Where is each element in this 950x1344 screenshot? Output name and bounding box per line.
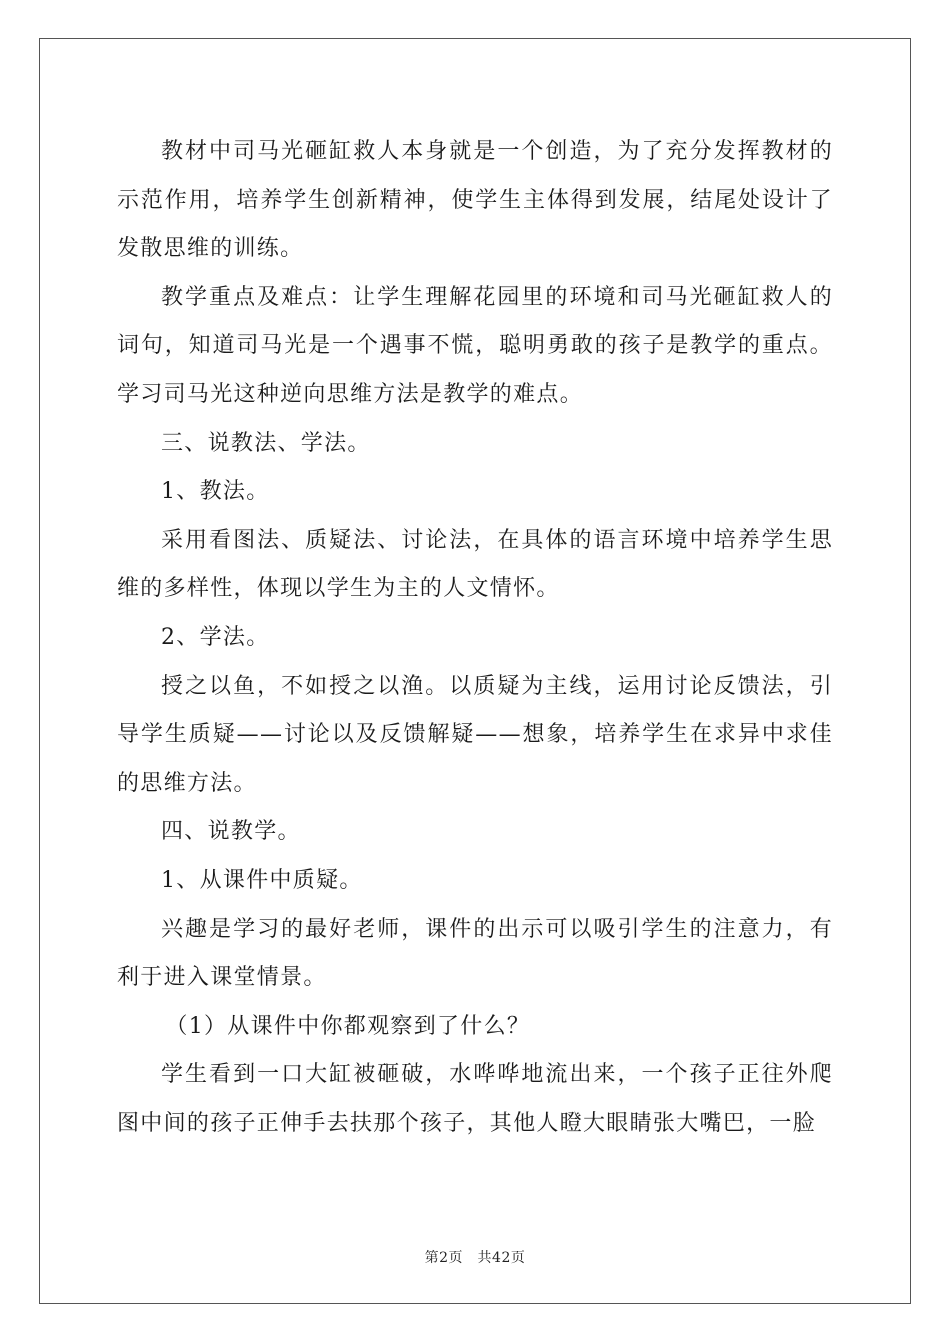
question-observation: （1）从课件中你都观察到了什么？ bbox=[165, 1013, 531, 1039]
page-number-footer: 第2页 共42页 bbox=[424, 1250, 526, 1266]
paragraph-teaching-method: 采用看图法、质疑法、讨论法，在具体的语言环境中培养学生思维的多样性，体现以学生为主的人文情怀。 bbox=[117, 527, 833, 602]
subheading-courseware-questioning: 1、从课件中质疑。 bbox=[161, 867, 363, 893]
document-body bbox=[117, 128, 833, 1148]
paragraph-learning-method: 授之以鱼，不如授之以渔。以质疑为主线，运用讨论反馈法，引导学生质疑——讨论以及反馈解疑——想象，培养学生在求异中求佳的思维方法。 bbox=[117, 673, 833, 796]
paragraph-interest: 兴趣是学习的最好老师，课件的出示可以吸引学生的注意力，有利于进入课堂情景。 bbox=[117, 916, 833, 991]
paragraph-key-points: 教学重点及难点：让学生理解花园里的环境和司马光砸缸救人的词句，知道司马光是一个遇事不慌，聪明勇敢的孩子是教学的重点。学习司马光这种逆向思维方法是教学的难点。 bbox=[117, 284, 833, 407]
subheading-learning-method: 2、学法。 bbox=[161, 624, 270, 650]
heading-teaching-process: 四、说教学。 bbox=[161, 819, 301, 845]
heading-teaching-methods: 三、说教法、学法。 bbox=[161, 430, 371, 456]
paragraph-textbook-intro: 教材中司马光砸缸救人本身就是一个创造，为了充分发挥教材的示范作用，培养学生创新精神，使学生主体得到发展，结尾处设计了发散思维的训练。 bbox=[117, 139, 833, 262]
subheading-teaching-method: 1、教法。 bbox=[161, 479, 270, 505]
paragraph-student-observation: 学生看到一口大缸被砸破，水哗哗地流出来，一个孩子正往外爬图中间的孩子正伸手去扶那个孩子，其他人瞪大眼睛张大嘴巴，一脸 bbox=[117, 1062, 833, 1136]
